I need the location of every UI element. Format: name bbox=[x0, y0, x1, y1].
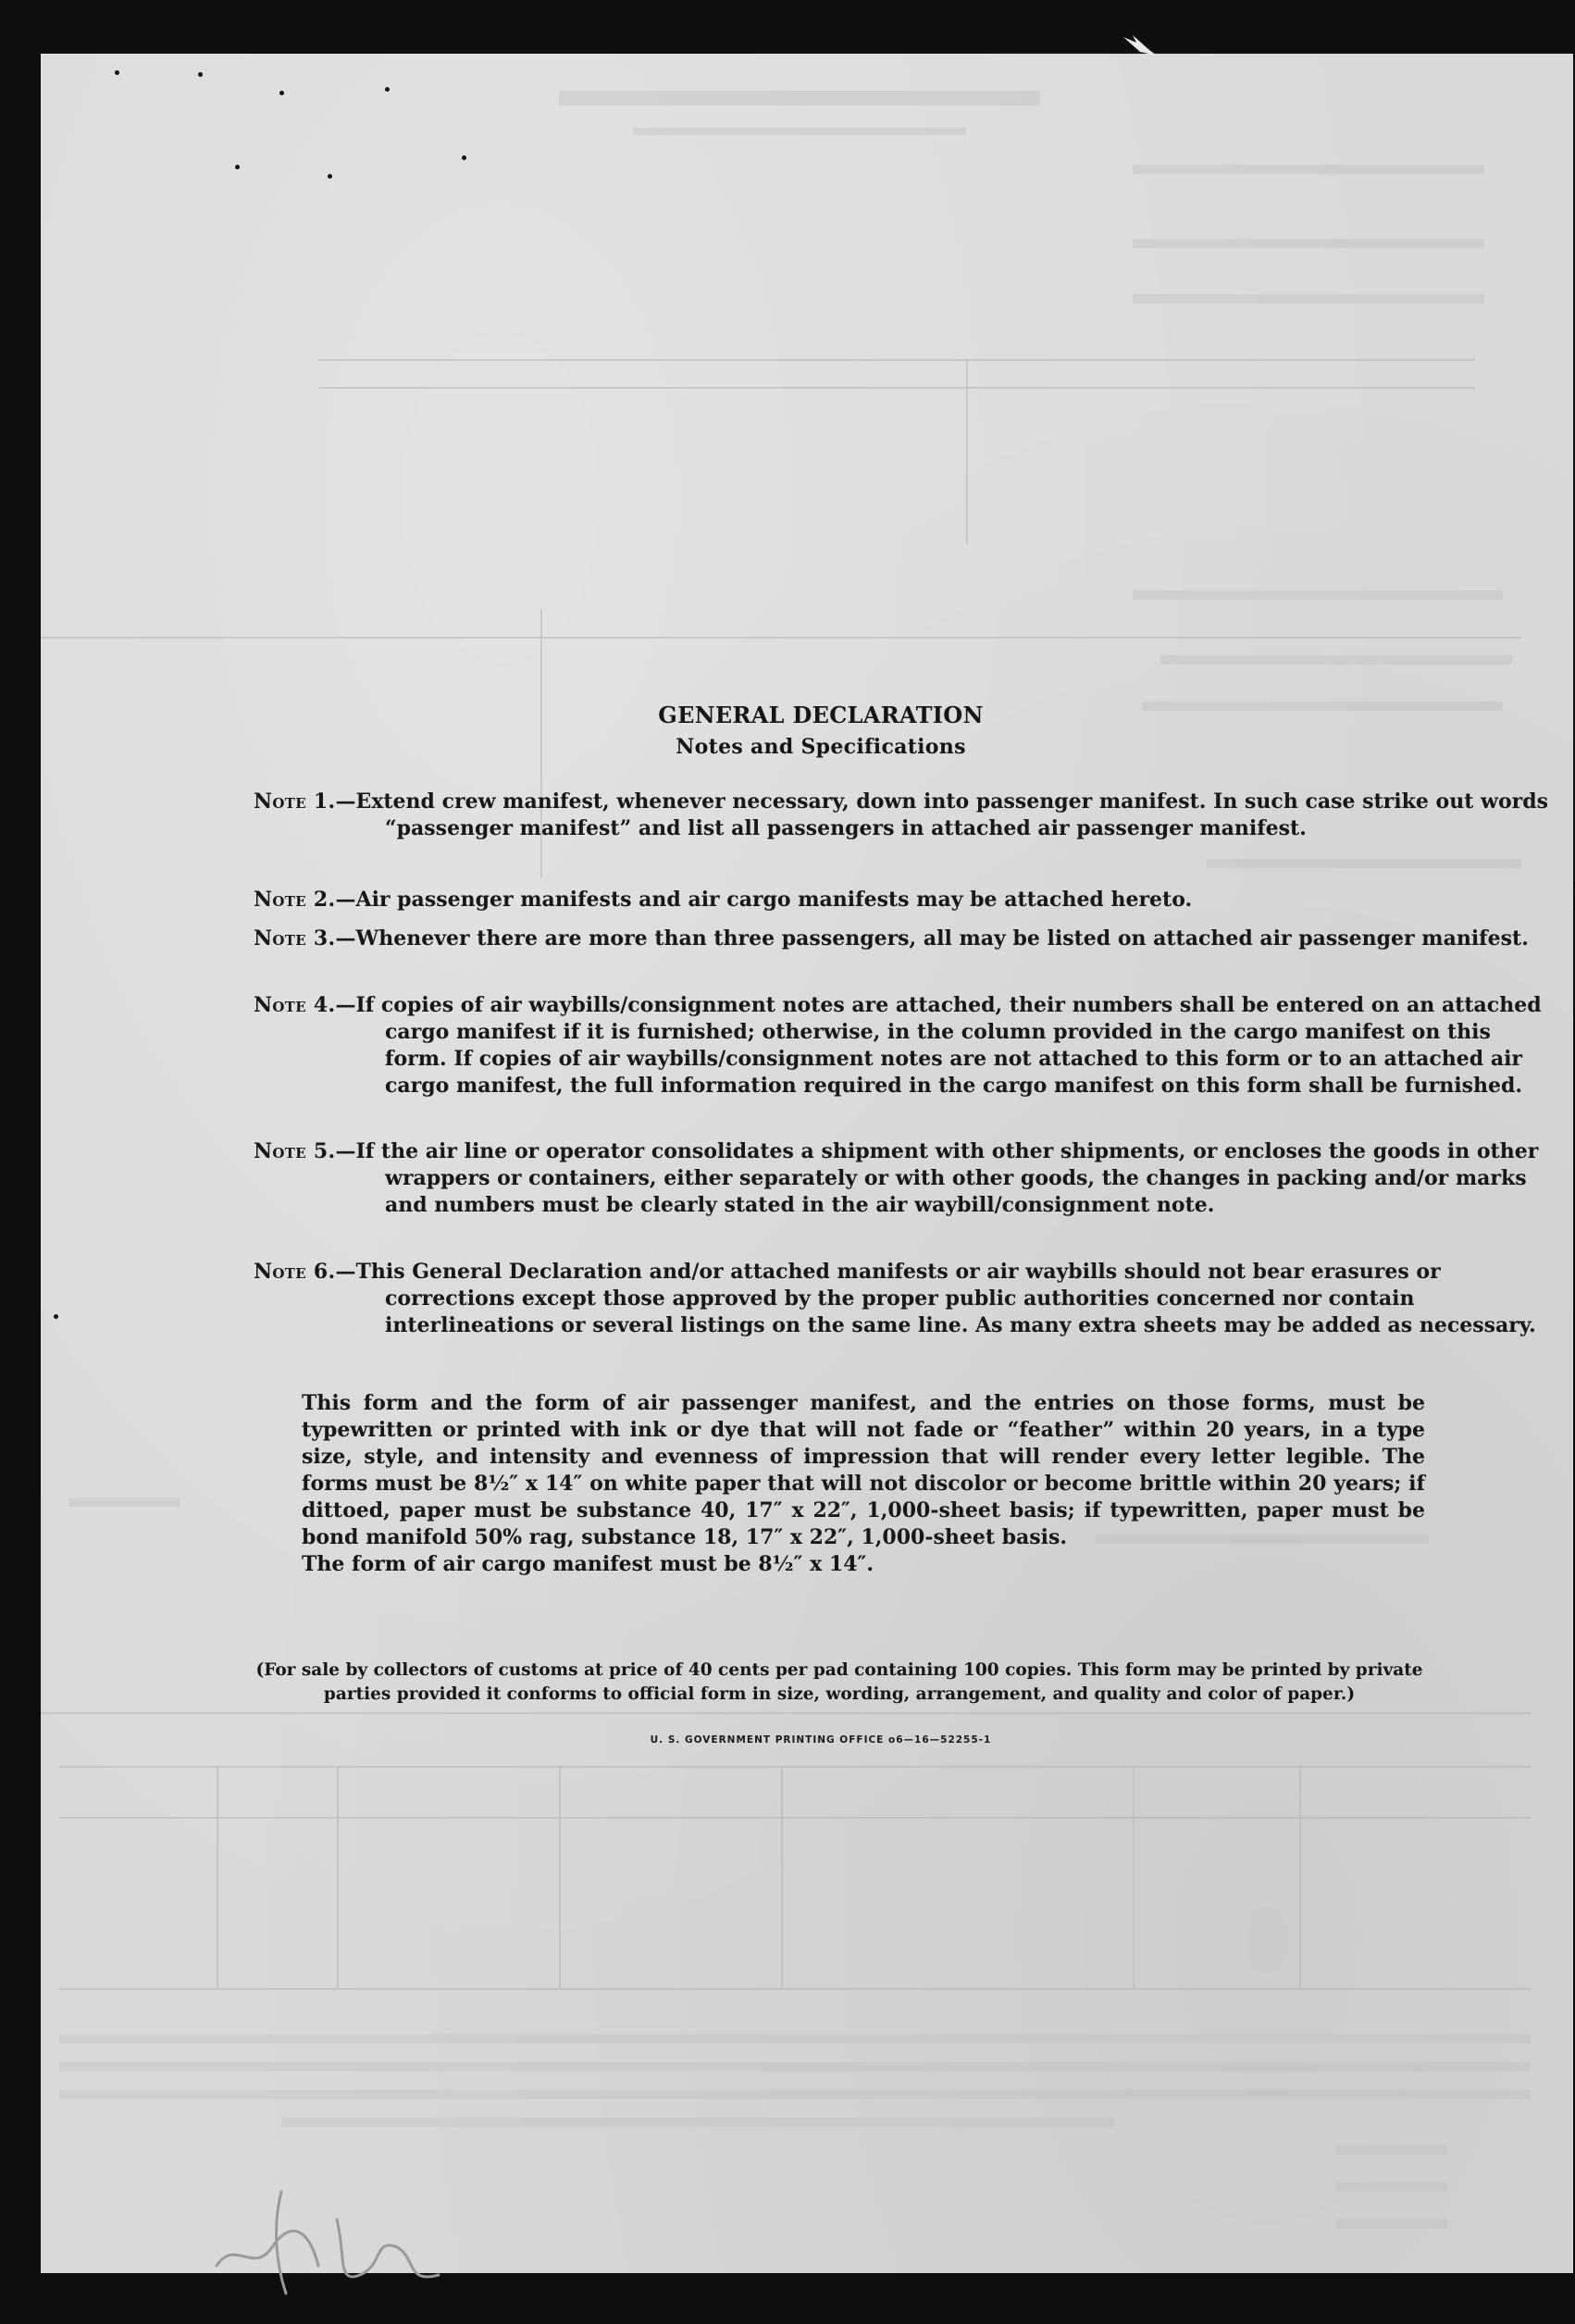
bleed-through-text bbox=[1336, 2219, 1447, 2229]
bleed-through-text bbox=[59, 2034, 1531, 2044]
cargo-manifest-size-note: The form of air cargo manifest must be 8½″ x 14″. bbox=[302, 1552, 874, 1576]
note-5 bbox=[254, 1138, 1556, 1219]
scan-speck bbox=[235, 165, 240, 169]
note-text: —Air passenger manifests and air cargo manifests may be attached hereto. bbox=[335, 888, 1193, 912]
bleed-through-rule bbox=[559, 1766, 561, 1988]
bleed-through-text bbox=[59, 2090, 1531, 2099]
bleed-through-rule bbox=[59, 1988, 1531, 1990]
scan-speck bbox=[385, 87, 390, 92]
note-label: Note 2. bbox=[254, 888, 336, 912]
sale-notice: (For sale by collectors of customs at price of 40 cents per pad containing 100 copies. This form may be printed by private parties provided it conforms to official form in size, wording, arrangement, and quality and color of paper.) bbox=[255, 1660, 1423, 1704]
note-label: Note 5. bbox=[254, 1139, 336, 1163]
bleed-through-rule bbox=[337, 1766, 339, 1988]
scan-tear-mark bbox=[1122, 33, 1159, 61]
scan-speck bbox=[115, 70, 119, 75]
note-text: —If copies of air waybills/consignment notes are attached, their numbers shall be entered on an attached cargo manifest if it is furnished; otherwise, in the column provided in the cargo manifest on this form. If copies of air waybills/consignment notes are not attached to this form or to an attached air cargo manifest, the full information required in the cargo manifest on this form shall be furnished. bbox=[335, 993, 1542, 1098]
scan-speck bbox=[198, 72, 203, 77]
bleed-through-text bbox=[633, 128, 966, 135]
bleed-through-text bbox=[1160, 655, 1512, 665]
bleed-through-text bbox=[559, 91, 1040, 106]
bleed-through-text bbox=[281, 2118, 1114, 2127]
bleed-through-rule bbox=[41, 1712, 1531, 1714]
note-text: —Whenever there are more than three passengers, all may be listed on attached air passenger manifest. bbox=[335, 926, 1529, 951]
note-1 bbox=[254, 789, 1556, 842]
bleed-through-text bbox=[68, 1498, 180, 1507]
note-3 bbox=[254, 926, 1556, 952]
bleed-through-rule bbox=[41, 637, 1521, 639]
note-label: Note 1. bbox=[254, 789, 336, 814]
note-text: —If the air line or operator consolidates a shipment with other shipments, or encloses the goods in other wrappers or containers, either separately or with other goods, the changes in packing and/or marks and numbers must be clearly stated in the air waybill/consignment note. bbox=[335, 1139, 1539, 1217]
document-subheading: Notes and Specifications bbox=[676, 735, 966, 759]
scan-speck bbox=[462, 155, 466, 160]
document-page bbox=[41, 54, 1573, 2273]
bleed-through-rule bbox=[59, 1817, 1531, 1819]
bleed-through-text bbox=[1133, 165, 1484, 174]
gpo-imprint: U. S. GOVERNMENT PRINTING OFFICE o6—16—52255-1 bbox=[650, 1734, 992, 1746]
scan-speck bbox=[279, 91, 284, 95]
bleed-through-text bbox=[1133, 239, 1484, 248]
bleed-through-rule bbox=[318, 359, 1475, 361]
bleed-through-rule bbox=[781, 1766, 783, 1988]
bleed-through-text bbox=[1133, 590, 1503, 600]
bleed-through-rule bbox=[1299, 1766, 1301, 1988]
form-specification-paragraph: This form and the form of air passenger manifest, and the entries on those forms, must be typewritten or printed with ink or dye that will not fade or “feather” within 20 years, in a type size, style, and intensity and evenness of impression that will render every letter legible. The forms must be 8½″ x 14″ on white paper that will not discolor or become brittle within 20 years; if dittoed, paper must be substance 40, 17″ x 22″, 1,000-sheet basis; if typewritten, paper must be bond manifold 50% rag, substance 18, 17″ x 22″, 1,000-sheet basis. bbox=[302, 1391, 1425, 1549]
pencil-signature bbox=[198, 2164, 476, 2303]
bleed-through-rule bbox=[966, 359, 968, 544]
bleed-through-rule bbox=[59, 1766, 1531, 1768]
scan-speck bbox=[328, 174, 332, 179]
bleed-through-text bbox=[1336, 2145, 1447, 2155]
bleed-through-rule bbox=[1133, 1766, 1135, 1988]
note-2 bbox=[254, 887, 1556, 913]
note-label: Note 4. bbox=[254, 993, 336, 1017]
note-6 bbox=[254, 1259, 1556, 1339]
bleed-through-rule bbox=[217, 1766, 218, 1988]
note-text: —This General Declaration and/or attached manifests or air waybills should not bear erasures or corrections except those approved by the proper public authorities concerned nor contain interlineations or several listings on the same line. As many extra sheets may be added as necessary. bbox=[335, 1260, 1536, 1337]
note-label: Note 6. bbox=[254, 1260, 336, 1284]
bleed-through-rule bbox=[318, 387, 1475, 389]
document-heading: GENERAL DECLARATION bbox=[658, 702, 984, 728]
bleed-through-text bbox=[1133, 294, 1484, 304]
scan-speck bbox=[54, 1314, 58, 1319]
note-4 bbox=[254, 992, 1556, 1100]
note-label: Note 3. bbox=[254, 926, 336, 951]
bleed-through-text bbox=[1207, 859, 1521, 868]
note-text: —Extend crew manifest, whenever necessary, down into passenger manifest. In such case strike out words “passenger manifest” and list all passengers in attached air passenger manifest. bbox=[335, 789, 1548, 840]
bleed-through-text bbox=[59, 2062, 1531, 2071]
bleed-through-text bbox=[1336, 2182, 1447, 2192]
